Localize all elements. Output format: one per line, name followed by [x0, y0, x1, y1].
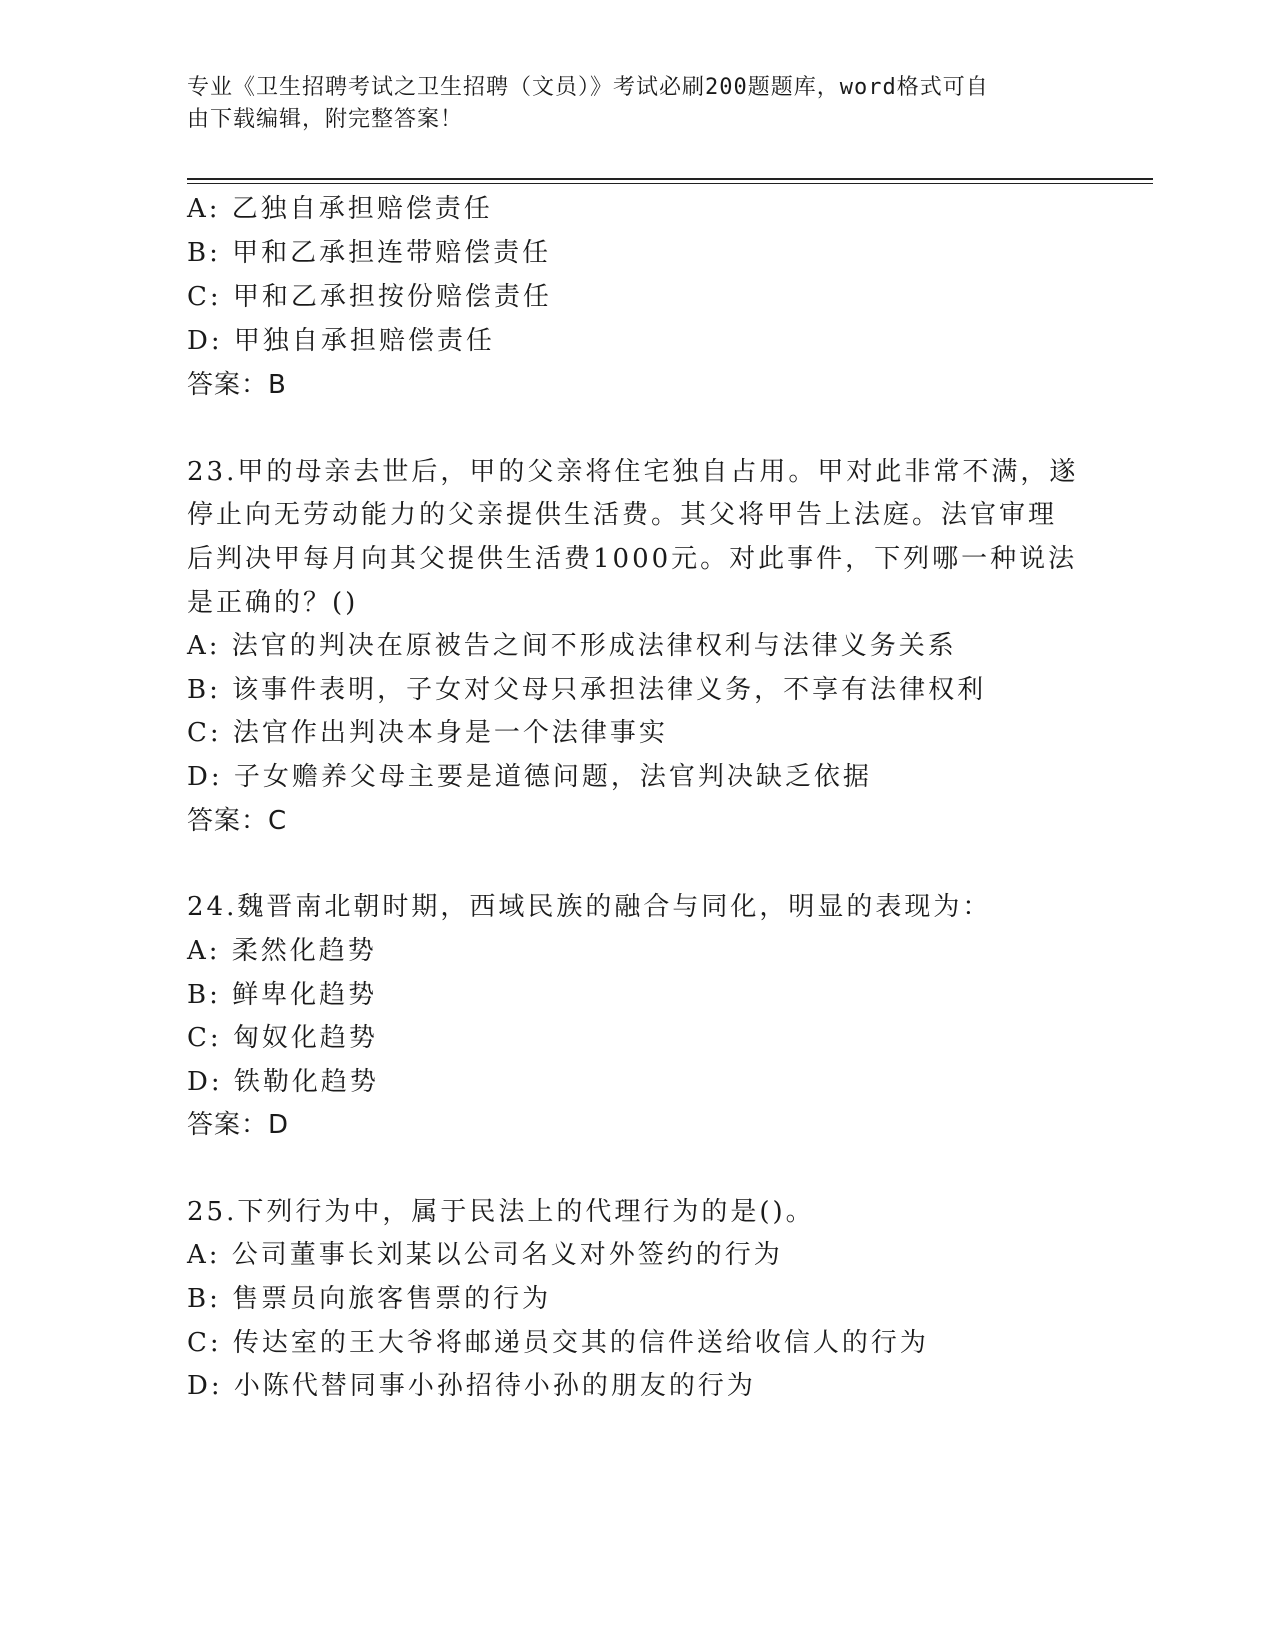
q23-option-c: C: 法官作出判决本身是一个法律事实 [187, 718, 668, 748]
q24-option-b: B: 鲜卑化趋势 [187, 980, 378, 1010]
q24-option-d: D: 铁勒化趋势 [187, 1067, 379, 1097]
q23-stem-line-1: 23.甲的母亲去世后，甲的父亲将住宅独自占用。甲对此非常不满，遂 [187, 457, 1079, 487]
q22-option-c: C: 甲和乙承担按份赔偿责任 [187, 282, 552, 312]
q24-option-a: A: 柔然化趋势 [187, 936, 377, 966]
header-line-1: 专业《卫生招聘考试之卫生招聘（文员）》考试必刷200题题库，word格式可自 [187, 75, 989, 100]
q22-option-a: A: 乙独自承担赔偿责任 [187, 194, 493, 224]
q23-answer: 答案：C [187, 806, 288, 836]
header-rule-thick [187, 178, 1153, 180]
q23-stem-line-4: 是正确的？() [187, 588, 359, 618]
q22-option-d: D: 甲独自承担赔偿责任 [187, 326, 495, 356]
q23-option-b: B: 该事件表明，子女对父母只承担法律义务，不享有法律权利 [187, 675, 987, 705]
q25-option-a: A: 公司董事长刘某以公司名义对外签约的行为 [187, 1240, 783, 1270]
q23-stem-line-3: 后判决甲每月向其父提供生活费1000元。对此事件，下列哪一种说法 [187, 544, 1078, 574]
q25-option-b: B: 售票员向旅客售票的行为 [187, 1284, 552, 1314]
q23-stem-line-2: 停止向无劳动能力的父亲提供生活费。其父将甲告上法庭。法官审理 [187, 500, 1058, 530]
q25-option-d: D: 小陈代替同事小孙招待小孙的朋友的行为 [187, 1371, 756, 1401]
header-rule-thin [187, 183, 1153, 184]
document-header [187, 72, 1067, 136]
q24-answer: 答案：D [187, 1110, 290, 1140]
q25-stem-line-1: 25.下列行为中，属于民法上的代理行为的是()。 [187, 1197, 815, 1227]
q25-option-c: C: 传达室的王大爷将邮递员交其的信件送给收信人的行为 [187, 1328, 929, 1358]
q22-answer: 答案：B [187, 370, 287, 400]
q24-option-c: C: 匈奴化趋势 [187, 1023, 378, 1053]
header-line-2: 由下载编辑，附完整答案！ [187, 107, 464, 132]
q24-stem-line-1: 24.魏晋南北朝时期，西域民族的融合与同化，明显的表现为： [187, 892, 992, 922]
q22-option-b: B: 甲和乙承担连带赔偿责任 [187, 238, 552, 268]
q23-option-d: D: 子女赡养父母主要是道德问题，法官判决缺乏依据 [187, 762, 872, 792]
q23-option-a: A: 法官的判决在原被告之间不形成法律权利与法律义务关系 [187, 631, 957, 661]
